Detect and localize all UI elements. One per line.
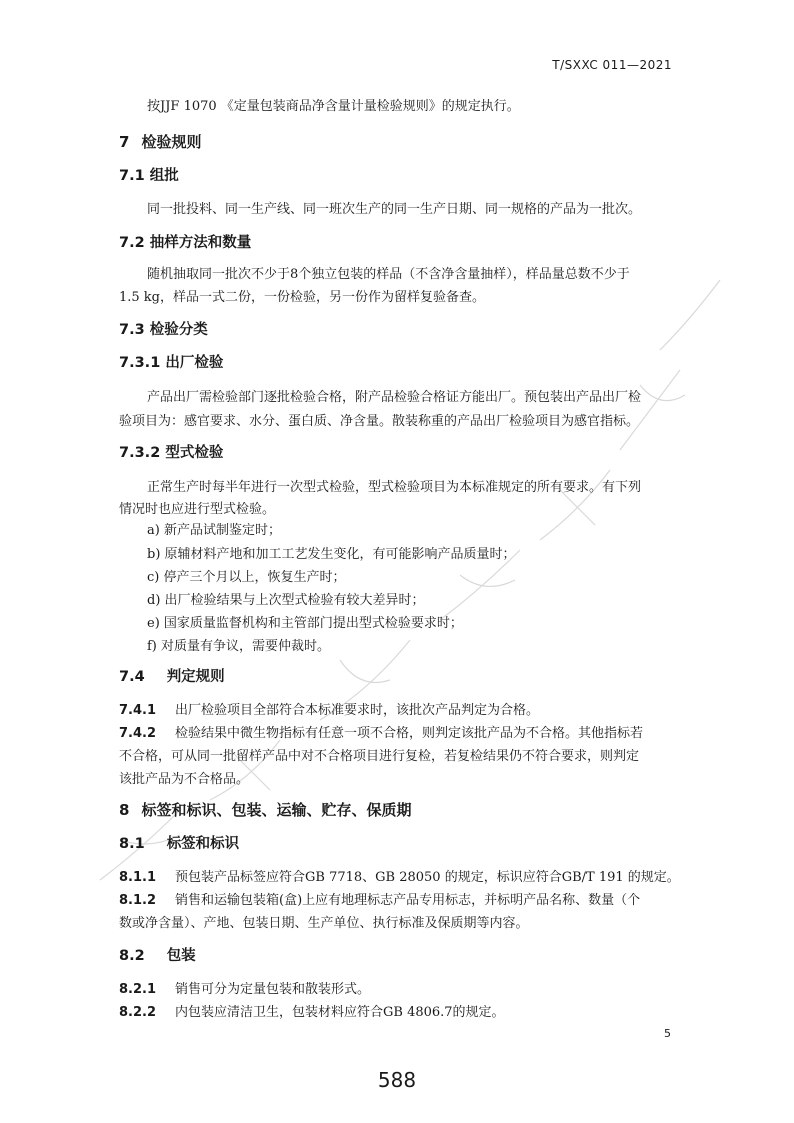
list-item: f) 对质量有争议，需要仲裁时。 [147,639,331,654]
list-item: e) 国家质量监督机构和主管部门提出型式检验要求时； [147,616,463,631]
section-heading-8-2 [119,946,196,966]
paragraph-line: 随机抽取同一批次不少于8个独立包装的样品（不含净含量抽样），样品量总数不少于 [147,267,630,282]
clause-number: 7.4.1 [119,703,157,718]
clause-7-4-2 [119,725,643,743]
clause-number: 7.4.2 [119,726,157,741]
clause-text: 内包装应清洁卫生，包装材料应符合GB 4806.7的规定。 [175,1005,505,1020]
clause-number: 8.2.1 [119,982,157,997]
paragraph-line: 正常生产时每半年进行一次型式检验，型式检验项目为本标准规定的所有要求。有下列 [147,480,642,495]
clause-8-1-1 [119,869,680,887]
sheet-number: 588 [377,1068,417,1092]
paragraph-line: 按JJF 1070 《定量包装商品净含量计量检验规则》的规定执行。 [147,99,520,114]
section-heading-7-4 [119,667,225,687]
section-number: 8.1 [119,836,145,852]
paragraph-line: 同一批投料、同一生产线、同一班次生产的同一生产日期、同一规格的产品为一批次。 [147,202,642,217]
paragraph-line: 1.5 kg，样品一式二份，一份检验，另一份作为留样复验备查。 [119,290,486,305]
clause-7-4-1 [119,702,539,720]
clause-8-2-2 [119,1004,505,1022]
clause-8-2-1 [119,981,370,999]
section-heading-8 [119,800,411,820]
section-heading-7-1: 7.1 组批 [119,168,179,184]
section-heading-7-3: 7.3 检验分类 [119,322,208,338]
section-number: 8 [119,801,130,819]
clause-text: 预包装产品标签应符合GB 7718、GB 28050 的规定，标识应符合GB/T 191 的规定。 [175,870,680,885]
section-title: 标签和标识、包装、运输、贮存、保质期 [141,801,412,819]
page-number: 5 [664,1027,671,1040]
section-number: 7 [119,133,130,151]
standard-code: T/SXXC 011—2021 [552,58,672,72]
paragraph-line: 验项目为：感官要求、水分、蛋白质、净含量。散装称重的产品出厂检验项目为感官指标。 [119,414,640,429]
list-item: b) 原辅材料产地和加工工艺发生变化，有可能影响产品质量时； [147,547,516,562]
clause-text: 销售可分为定量包装和散装形式。 [175,982,371,997]
section-heading-7-2: 7.2 抽样方法和数量 [119,235,252,251]
section-heading-8-1 [119,834,239,854]
paragraph-line: 不合格，可从同一批留样产品中对不合格项目进行复检，若复检结果仍不符合要求，则判定 [119,749,640,764]
paragraph-line: 该批产品为不合格品。 [119,772,250,787]
list-item: a) 新产品试制鉴定时； [147,523,281,538]
clause-text: 销售和运输包装箱(盒)上应有地理标志产品专用标志，并标明产品名称、数量（个 [175,893,641,908]
clause-text: 出厂检验项目全部符合本标准要求时，该批次产品判定为合格。 [175,703,540,718]
clause-number: 8.1.2 [119,893,157,908]
section-number: 8.2 [119,948,145,964]
paragraph-line: 数或净含量）、产地、包装日期、生产单位、执行标准及保质期等内容。 [119,916,529,931]
list-item: d) 出厂检验结果与上次型式检验有较大差异时； [147,593,425,608]
section-number: 7.4 [119,669,145,685]
section-title: 检验规则 [141,133,202,151]
section-heading-7 [119,132,201,152]
clause-number: 8.2.2 [119,1005,157,1020]
paragraph-line: 产品出厂需检验部门逐批检验合格，附产品检验合格证方能出厂。预包装出产品出厂检 [147,390,642,405]
section-title: 包装 [166,948,196,964]
paragraph-line: 情况时也应进行型式检验。 [119,502,276,517]
clause-text: 检验结果中微生物指标有任意一项不合格，则判定该批产品为不合格。其他指标若 [175,726,644,741]
section-heading-7-3-1: 7.3.1 出厂检验 [119,355,224,371]
section-title: 判定规则 [166,669,225,685]
list-item: c) 停产三个月以上，恢复生产时； [147,570,346,585]
clause-8-1-2 [119,892,640,910]
section-heading-7-3-2: 7.3.2 型式检验 [119,445,224,461]
section-title: 标签和标识 [166,836,240,852]
clause-number: 8.1.1 [119,870,157,885]
